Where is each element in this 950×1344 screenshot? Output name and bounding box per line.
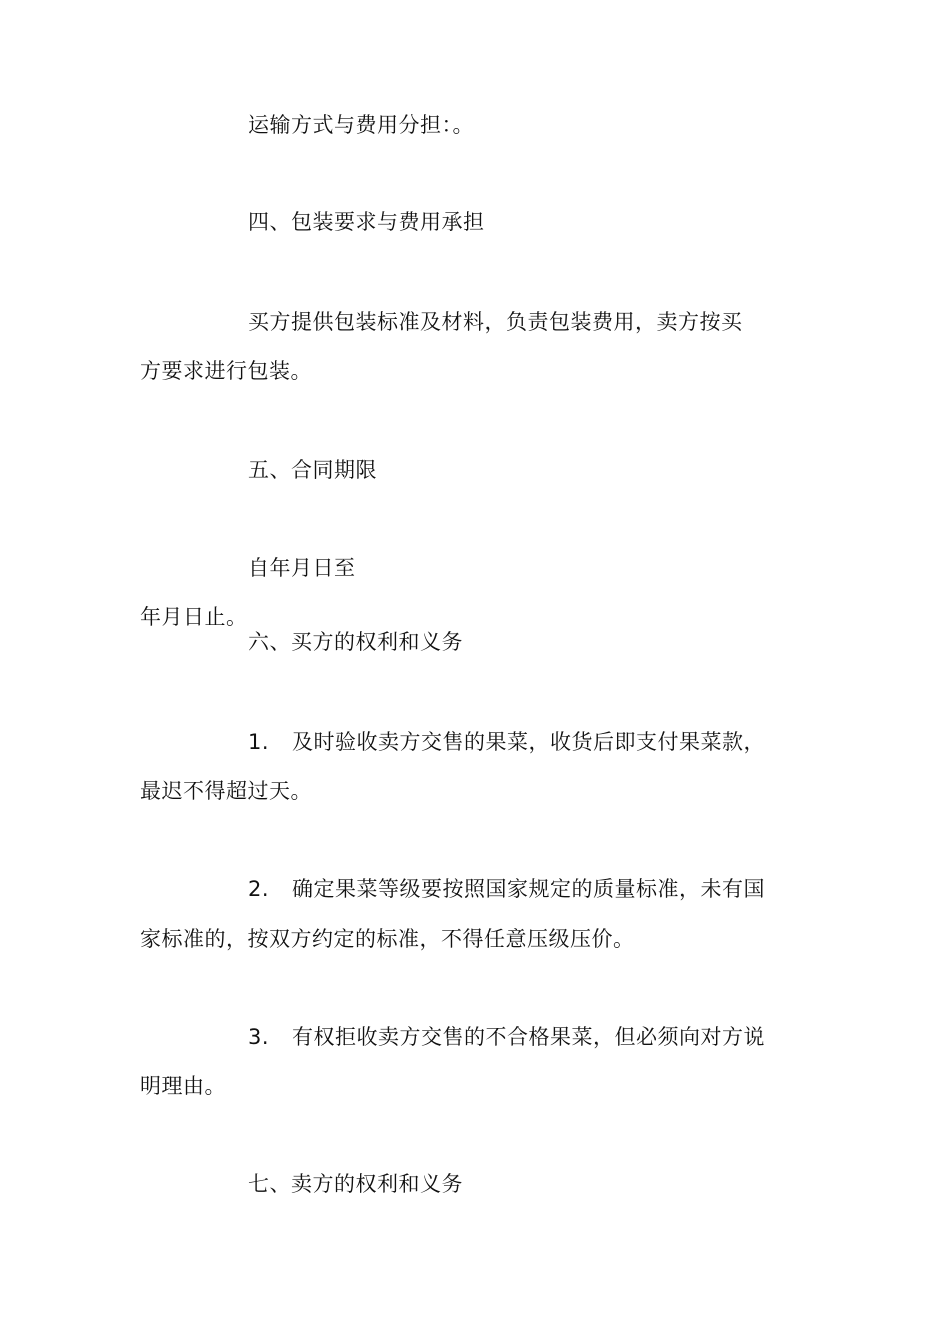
list-item-3-text: 有权拒收卖方交售的不合格果菜，但必须向对方说 (292, 1025, 765, 1049)
list-item-3-line-1 (248, 1023, 765, 1051)
section-heading-seller-rights: 七、卖方的权利和义务 (248, 1172, 463, 1196)
packaging-paragraph-line-1: 买方提供包装标准及材料，负责包装费用，卖方按买 (248, 310, 743, 334)
term-paragraph-line-1: 自年月日至 (248, 556, 356, 580)
packaging-paragraph-line-2: 方要求进行包装。 (140, 359, 312, 383)
list-item-2-number: 2. (248, 877, 270, 901)
list-item-2-line-1 (248, 875, 765, 903)
section-heading-buyer-rights: 六、买方的权利和义务 (248, 630, 463, 654)
list-item-3-number: 3. (248, 1025, 270, 1049)
section-heading-packaging: 四、包装要求与费用承担 (248, 210, 485, 234)
transport-clause: 运输方式与费用分担：。 (248, 113, 474, 137)
term-paragraph-line-2: 年月日止。 (140, 605, 248, 629)
list-item-1-text: 及时验收卖方交售的果菜，收货后即支付果菜款， (292, 730, 765, 754)
list-item-1-number: 1. (248, 730, 270, 754)
list-item-2-text: 确定果菜等级要按照国家规定的质量标准，未有国 (292, 877, 765, 901)
list-item-1-line-1 (248, 728, 765, 756)
list-item-1-line-2: 最迟不得超过天。 (140, 779, 312, 803)
list-item-2-line-2: 家标准的，按双方约定的标准，不得任意压级压价。 (140, 927, 635, 951)
section-heading-term: 五、合同期限 (248, 458, 377, 482)
list-item-3-line-2: 明理由。 (140, 1074, 226, 1098)
